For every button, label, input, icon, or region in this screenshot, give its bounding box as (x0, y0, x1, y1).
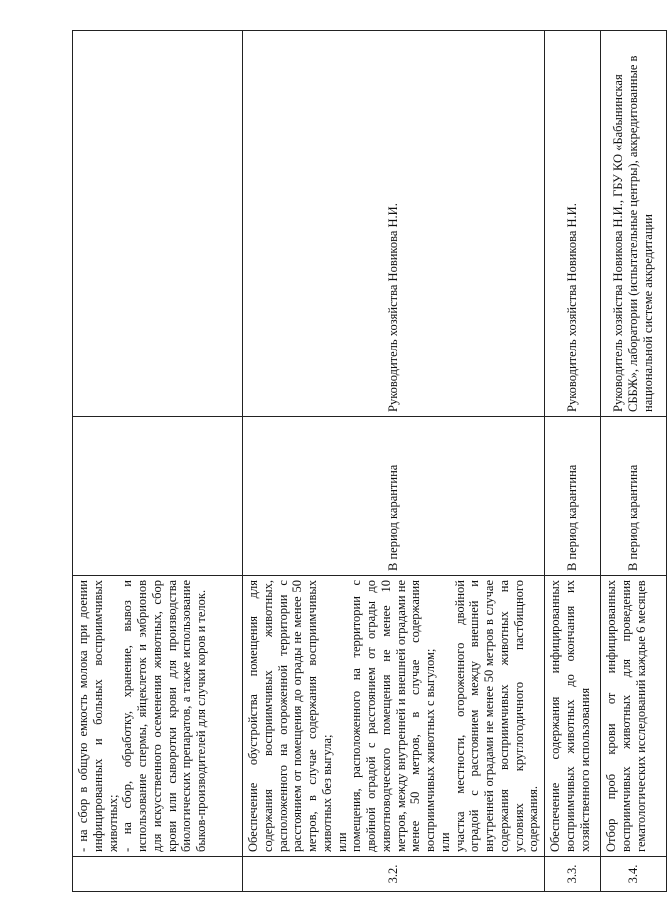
description-paragraph: - на сбор, обработку, хранение, вывоз и использование спермы, яйцеклеток и эмбрионов для искусственного осеменения животных, сбор крови или сыворотки крови для производства биологических препаратов, а также использование быков-производителей для случки коров и телок. (120, 580, 208, 852)
description-paragraph: помещения, расположенного на территории с двойной оградой с расстоянием от ограды до животноводческого помещения не менее 10 метров, между внутренней и внешней оградами не менее 50 метров, в случае содержания восприимчивых животных с выгулом; (349, 580, 437, 852)
description-paragraph: - на сбор в общую емкость молока при доении инфицированных и больных восприимчивых животных; (76, 580, 120, 852)
row-description (545, 576, 601, 857)
row-description (73, 576, 243, 857)
description-paragraph: Обеспечение содержания инфицированных восприимчивых животных до окончания их хозяйственного использования (548, 580, 592, 852)
row-term: В период карантина (243, 417, 545, 576)
row-description (243, 576, 545, 857)
row-number (73, 857, 243, 892)
rotated-document (72, 30, 655, 892)
description-paragraph: Отбор проб крови от инфицированных восприимчивых животных для проведения гематологических исследований каждые 6 месяцев (604, 580, 648, 852)
table-row (73, 31, 243, 892)
description-paragraph: или (334, 832, 349, 852)
row-responsible: Руководитель хозяйства Новикова Н.И., ГБУ КО «Бабынинская СББЖ», лаборатории (испытательные центры), аккредитованные в национальной системе аккредитации (601, 31, 667, 417)
table-row (601, 31, 667, 892)
row-responsible (73, 31, 243, 417)
row-number: 3.3. (545, 857, 601, 892)
row-term (73, 417, 243, 576)
row-responsible: Руководитель хозяйства Новикова Н.И. (243, 31, 545, 417)
description-paragraph: участка местности, огороженного двойной оградой с расстоянием между внешней и внутренней оградами не менее 50 метров в случае содержания восприимчивых животных на условиях круглогодичного пастбищного содержания. (452, 580, 541, 852)
table-row (545, 31, 601, 892)
row-term: В период карантина (545, 417, 601, 576)
plan-table (72, 30, 667, 892)
row-responsible: Руководитель хозяйства Новикова Н.И. (545, 31, 601, 417)
description-paragraph: Обеспечение обустройства помещения для содержания восприимчивых животных, расположенного на огороженной территории с расстоянием от помещения до ограды не менее 50 метров, в случае содержания восприимчивых животных без выгула; (246, 580, 334, 852)
table-row (243, 31, 545, 892)
row-term: В период карантина (601, 417, 667, 576)
row-number: 3.4. (601, 857, 667, 892)
row-number: 3.2. (243, 857, 545, 892)
row-description (601, 576, 667, 857)
description-paragraph: или (437, 832, 452, 852)
